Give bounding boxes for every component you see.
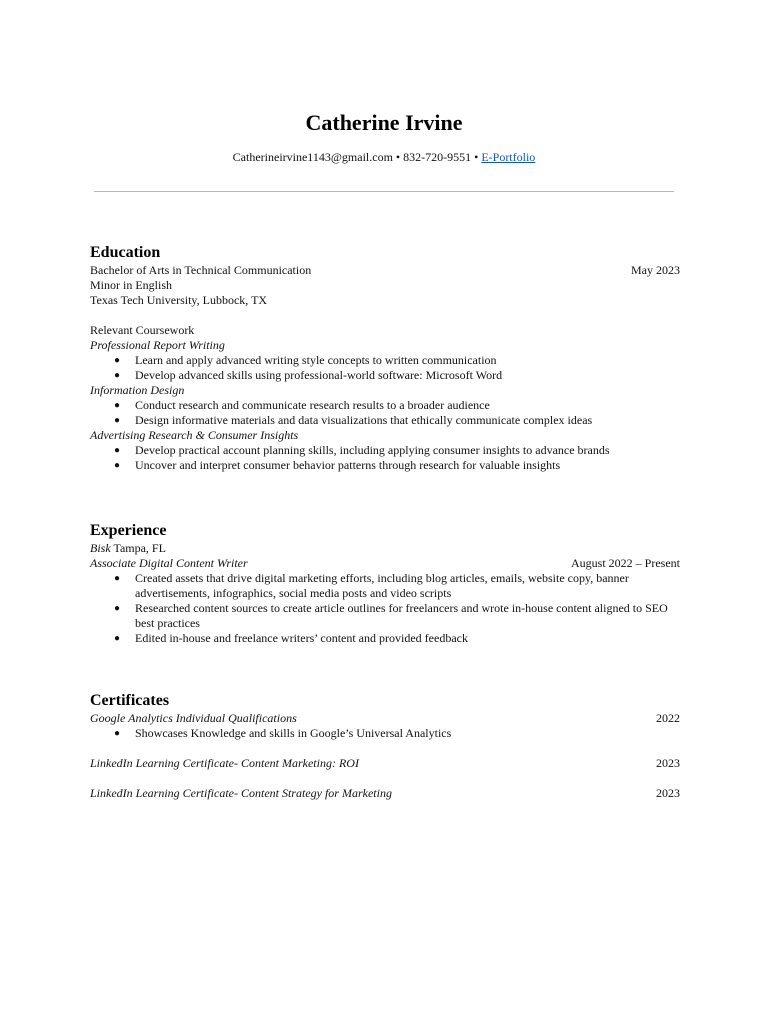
certificate-year: 2023 — [656, 786, 680, 800]
school-row — [90, 293, 680, 308]
experience-bullets — [90, 571, 680, 646]
certificate-name: LinkedIn Learning Certificate- Content Strategy for Marketing — [90, 786, 392, 800]
bullet-icon: ● — [114, 355, 121, 366]
certificate-name: LinkedIn Learning Certificate- Content Marketing: ROI — [90, 756, 359, 770]
certificate-name: Google Analytics Individual Qualifications — [90, 711, 297, 725]
certificates-heading: Certificates — [90, 692, 170, 709]
list-item: ● Develop advanced skills using professional-world software: Microsoft Word — [114, 368, 503, 382]
list-item: ● Conduct research and communicate research results to a broader audience — [114, 398, 490, 412]
contact-phone: 832-720-9551 — [403, 150, 472, 164]
list-item: ● Learn and apply advanced writing style concepts to written communication — [114, 353, 497, 367]
certificate-row — [90, 711, 680, 726]
bullet-icon: ● — [114, 445, 121, 456]
contact-line — [0, 150, 768, 165]
course-title: Information Design — [90, 383, 185, 397]
company-location: Tampa, FL — [110, 541, 166, 555]
certificate-bullets — [90, 726, 680, 741]
bullet-icon: ● — [114, 370, 121, 381]
header-divider — [94, 191, 674, 192]
bullet-icon: ● — [114, 460, 121, 471]
course-title: Advertising Research & Consumer Insights — [90, 428, 299, 442]
list-item: ● Edited in-house and freelance writers’ content and provided feedback — [114, 631, 468, 645]
company-row — [90, 541, 680, 556]
bullet-icon: ● — [114, 400, 121, 411]
experience-section — [90, 521, 680, 646]
list-item: ● Design informative materials and data visualizations that ethically communicate complex ideas — [114, 413, 593, 427]
course-title: Professional Report Writing — [90, 338, 225, 352]
bullet-icon: ● — [114, 728, 121, 739]
bullet-icon: ● — [114, 415, 121, 426]
certificate-year: 2023 — [656, 756, 680, 770]
degree-row — [90, 263, 680, 278]
course-bullets — [90, 398, 680, 428]
list-item: ● Uncover and interpret consumer behavior patterns through research for valuable insights — [114, 458, 561, 472]
school: Texas Tech University, Lubbock, TX — [90, 293, 268, 307]
portfolio-link[interactable]: E-Portfolio — [481, 150, 536, 164]
contact-separator: • — [471, 150, 482, 164]
role-row — [90, 556, 680, 571]
bullet-icon: ● — [114, 633, 121, 644]
bullet-icon: ● — [114, 573, 121, 584]
list-item: ● Researched content sources to create article outlines for freelancers and wrote in-house content aligned to SEO best practices — [114, 601, 668, 630]
contact-separator: • — [392, 150, 404, 164]
company-name: Bisk — [90, 541, 111, 555]
resume-name: Catherine Irvine — [305, 110, 463, 135]
minor-row — [90, 278, 680, 293]
coursework-row — [90, 323, 680, 338]
course-bullets — [90, 353, 680, 383]
contact-email: Catherineirvine1143@gmail.com — [232, 150, 393, 164]
certificate-row — [90, 756, 680, 771]
education-heading: Education — [90, 244, 161, 261]
coursework-label: Relevant Coursework — [90, 323, 195, 337]
bullet-icon: ● — [114, 603, 121, 614]
list-item: ● Created assets that drive digital marketing efforts, including blog articles, emails, website copy, banner advertisements, infographics, social media posts and video scripts — [114, 571, 629, 600]
certificate-year: 2022 — [656, 711, 680, 725]
certificate-row — [90, 786, 680, 801]
degree: Bachelor of Arts in Technical Communication — [90, 263, 312, 277]
list-item: ● Develop practical account planning skills, including applying consumer insights to advance brands — [114, 443, 610, 457]
course-bullets — [90, 443, 680, 473]
education-section — [90, 243, 680, 473]
minor: Minor in English — [90, 278, 173, 292]
job-dates: August 2022 – Present — [571, 556, 680, 570]
certificates-section — [90, 691, 680, 801]
list-item: ● Showcases Knowledge and skills in Google’s Universal Analytics — [114, 726, 452, 740]
experience-heading: Experience — [90, 522, 167, 539]
degree-date: May 2023 — [631, 263, 680, 277]
job-title: Associate Digital Content Writer — [90, 556, 248, 570]
